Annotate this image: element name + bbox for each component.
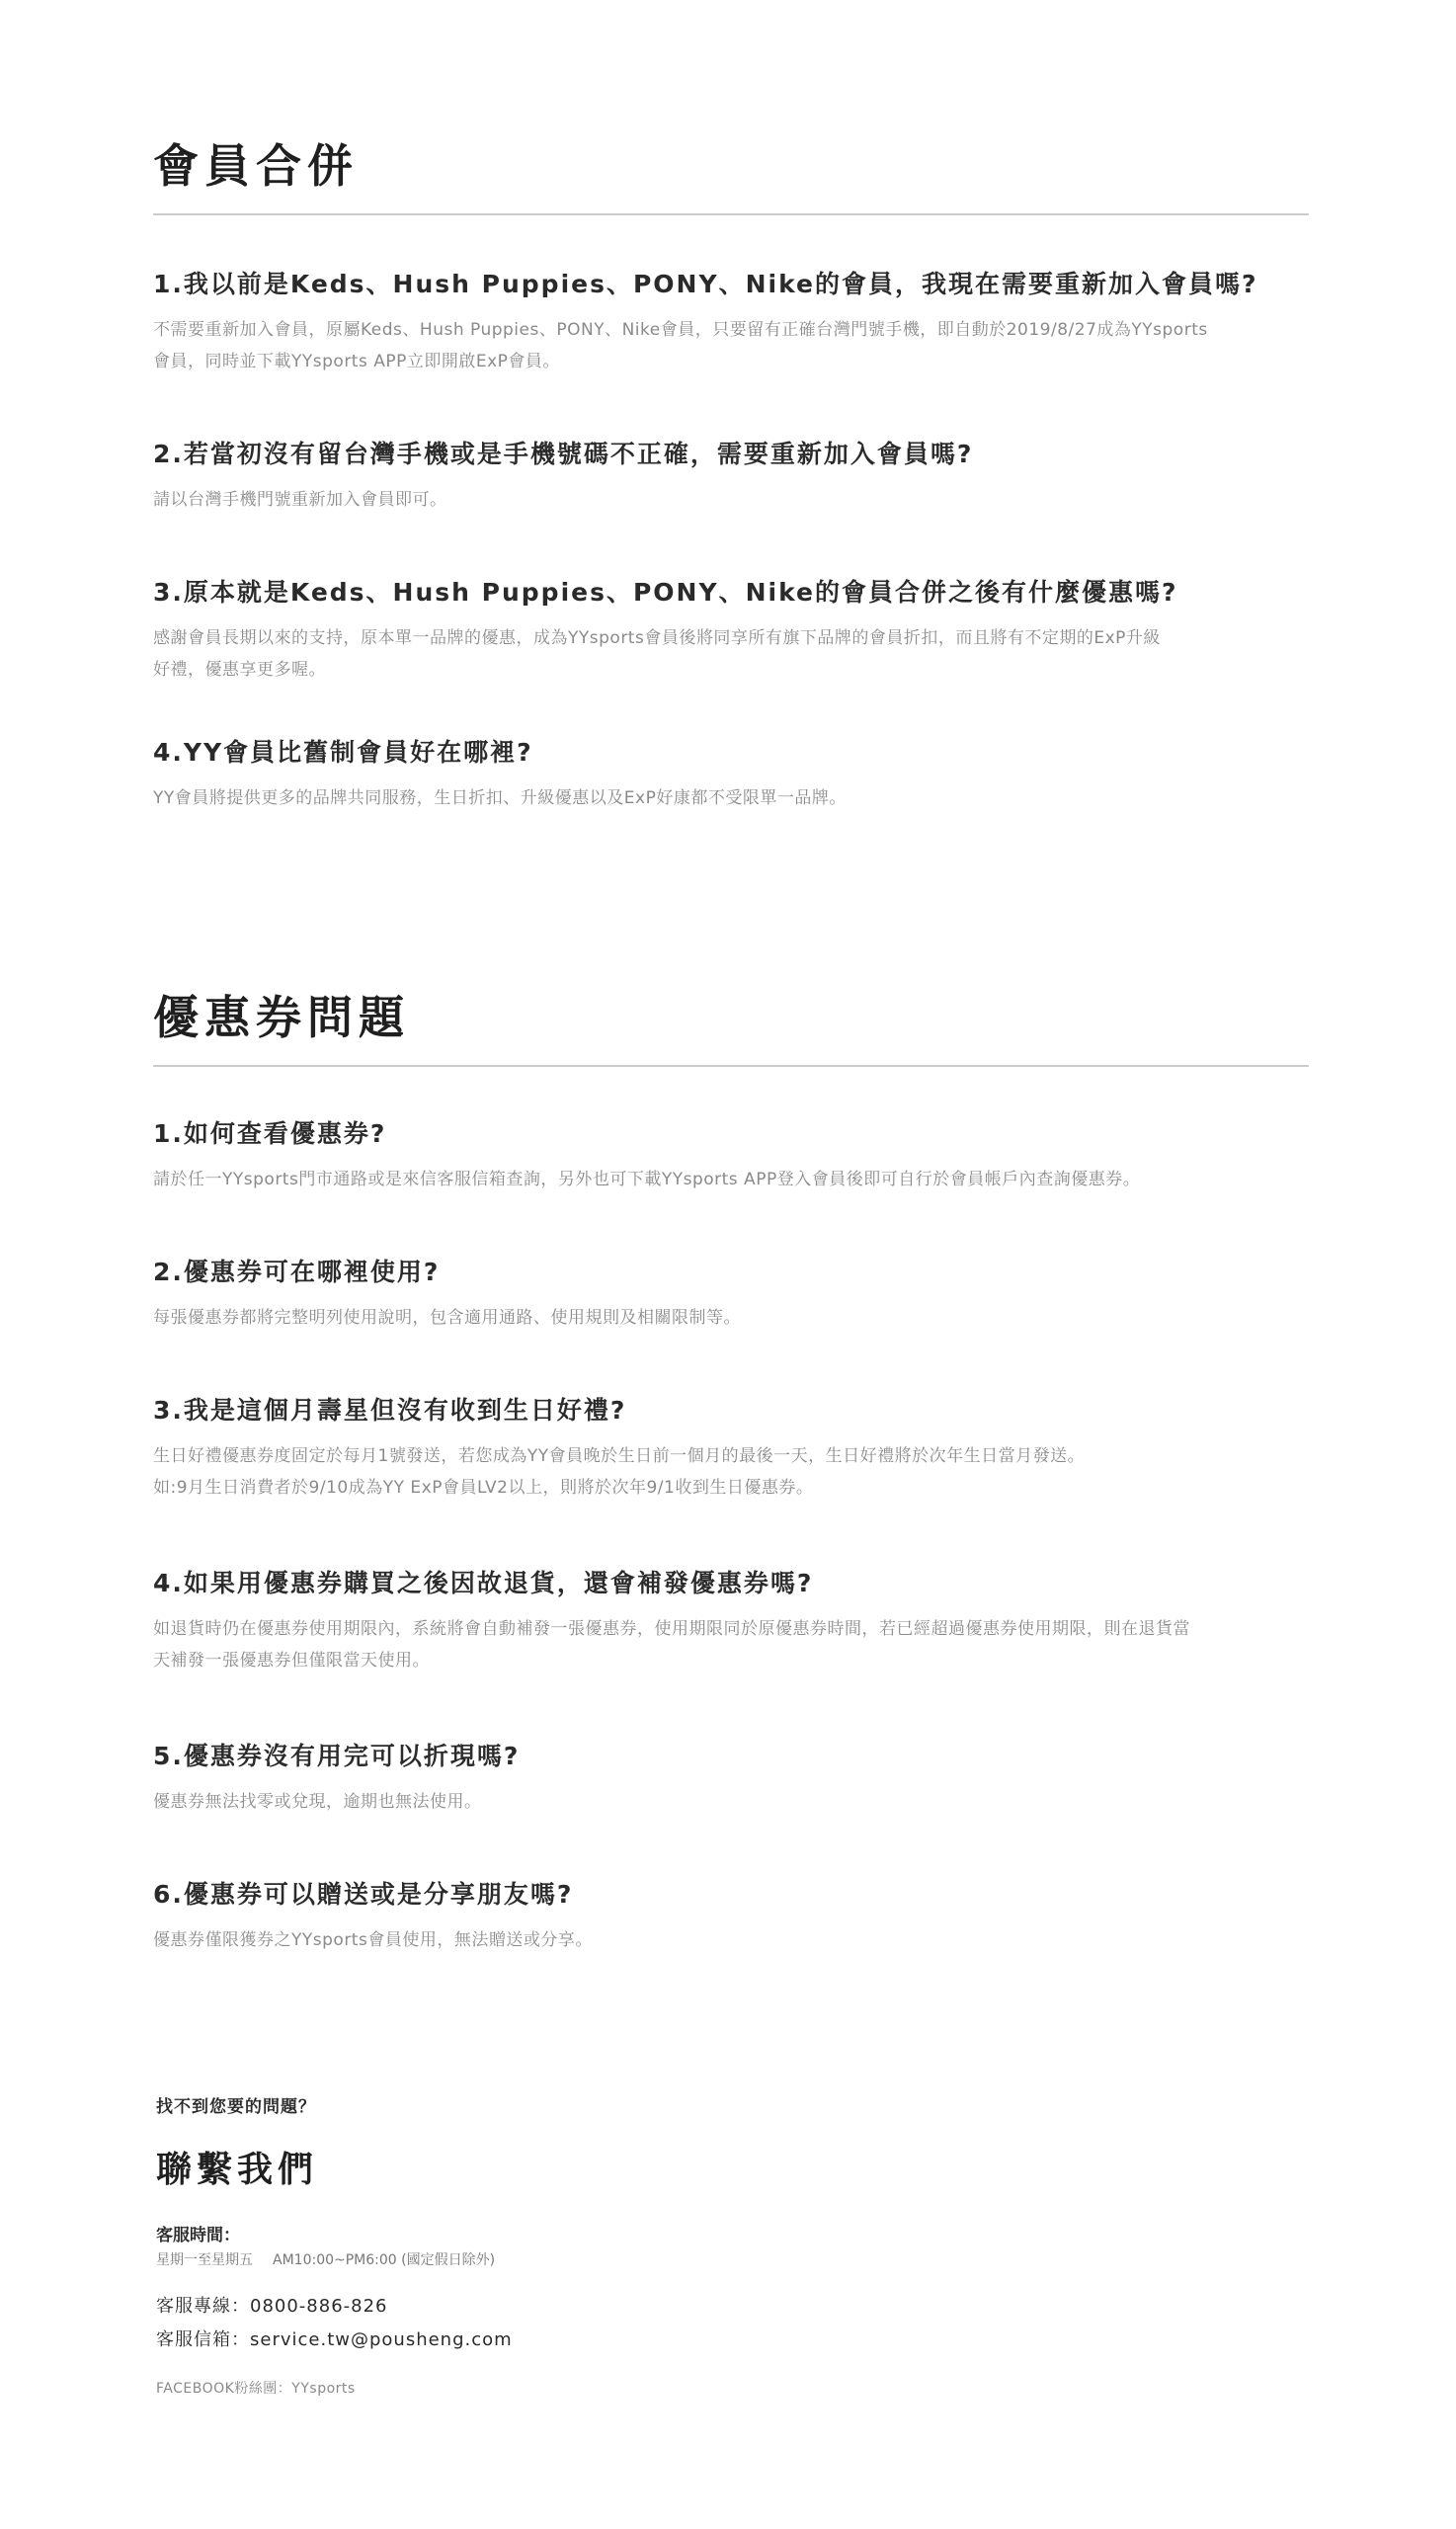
faq-item (153, 1739, 1309, 1818)
service-email-link[interactable]: 客服信箱：service.tw@pousheng.com (156, 2329, 513, 2350)
contact-title: 聯繫我們 (156, 2150, 319, 2190)
faq-item (153, 1116, 1309, 1195)
contact-section (156, 2094, 848, 2401)
faq-answer: 優惠券無法找零或兌現，逾期也無法使用。 (153, 1792, 482, 1812)
faq-question: 3.我是這個月壽星但沒有收到生日好禮? (153, 1396, 627, 1425)
faq-answer: 請以台灣手機門號重新加入會員即可。 (153, 490, 447, 510)
faq-item (153, 735, 1309, 814)
section-title: 會員合併 (153, 139, 359, 193)
service-hours-time: AM10:00~PM6:00 (國定假日除外) (273, 2252, 496, 2268)
faq-item (153, 1255, 1309, 1334)
faq-answer: 請於任一YYsports門市通路或是來信客服信箱查詢，另外也可下載YYsports APP登入會員後即可自行於會員帳戶內查詢優惠券。 (153, 1170, 1141, 1189)
faq-item (153, 1877, 1309, 1956)
faq-question: 4.如果用優惠券購買之後因故退貨，還會補發優惠券嗎? (153, 1569, 814, 1597)
faq-answer: 感謝會員長期以來的支持，原本單一品牌的優惠，成為YYsports會員後將同享所有旗下品牌的會員折扣，而且將有不定期的ExP升級 好禮，優惠享更多喔。 (153, 628, 1161, 680)
section-divider (153, 213, 1309, 215)
service-hours (156, 2248, 848, 2272)
faq-item (153, 1393, 1309, 1504)
faq-question: 6.優惠券可以贈送或是分享朋友嗎? (153, 1880, 574, 1909)
facebook-fanpage-link[interactable]: FACEBOOK粉絲團：YYsports (156, 2381, 356, 2397)
faq-answer: YY會員將提供更多的品牌共同服務，生日折扣、升級優惠以及ExP好康都不受限單一品牌。 (153, 788, 847, 808)
contact-prompt: 找不到您要的問題？ (156, 2097, 316, 2117)
faq-question: 5.優惠券沒有用完可以折現嗎? (153, 1742, 521, 1770)
coupon-section (153, 988, 1309, 1950)
faq-answer: 生日好禮優惠券度固定於每月1號發送，若您成為YY會員晚於生日前一個月的最後一天，生日好禮將於次年生日當月發送。 如:9月生日消費者於9/10成為YY ExP會員LV2以上，則將於次年9/1收到生日優惠券。 (153, 1446, 1086, 1498)
member-merge-section (153, 136, 1309, 808)
faq-answer: 如退貨時仍在優惠券使用期限內，系統將會自動補發一張優惠券，使用期限同於原優惠券時間，若已經超過優惠券使用期限，則在退貨當 天補發一張優惠券但僅限當天使用。 (153, 1619, 1190, 1671)
section-title: 優惠券問題 (153, 991, 410, 1044)
service-phone-link[interactable]: 客服專線：0800-886-826 (156, 2296, 388, 2317)
faq-item (153, 437, 1309, 516)
faq-item (153, 575, 1309, 686)
faq-question: 2.優惠券可在哪裡使用? (153, 1258, 441, 1286)
service-hours-label: 客服時間： (156, 2226, 240, 2245)
section-divider (153, 1065, 1309, 1067)
faq-answer: 不需要重新加入會員，原屬Keds、Hush Puppies、PONY、Nike會員，只要留有正確台灣門號手機，即自動於2019/8/27成為YYsports 會員，同時並下載YYsports APP立即開啟ExP會員。 (153, 320, 1208, 371)
faq-answer: 優惠券僅限獲券之YYsports會員使用，無法贈送或分享。 (153, 1930, 593, 1950)
faq-answer: 每張優惠券都將完整明列使用說明，包含適用通路、使用規則及相關限制等。 (153, 1308, 741, 1328)
faq-question: 2.若當初沒有留台灣手機或是手機號碼不正確，需要重新加入會員嗎? (153, 440, 974, 468)
faq-item (153, 267, 1309, 377)
faq-item (153, 1566, 1309, 1676)
faq-question: 1.我以前是Keds、Hush Puppies、PONY、Nike的會員，我現在需要重新加入會員嗎? (153, 270, 1258, 298)
faq-question: 4.YY會員比舊制會員好在哪裡? (153, 738, 533, 767)
faq-question: 1.如何查看優惠券? (153, 1119, 387, 1148)
faq-question: 3.原本就是Keds、Hush Puppies、PONY、Nike的會員合併之後有什麼優惠嗎? (153, 578, 1178, 607)
service-hours-days: 星期一至星期五 (156, 2252, 253, 2268)
